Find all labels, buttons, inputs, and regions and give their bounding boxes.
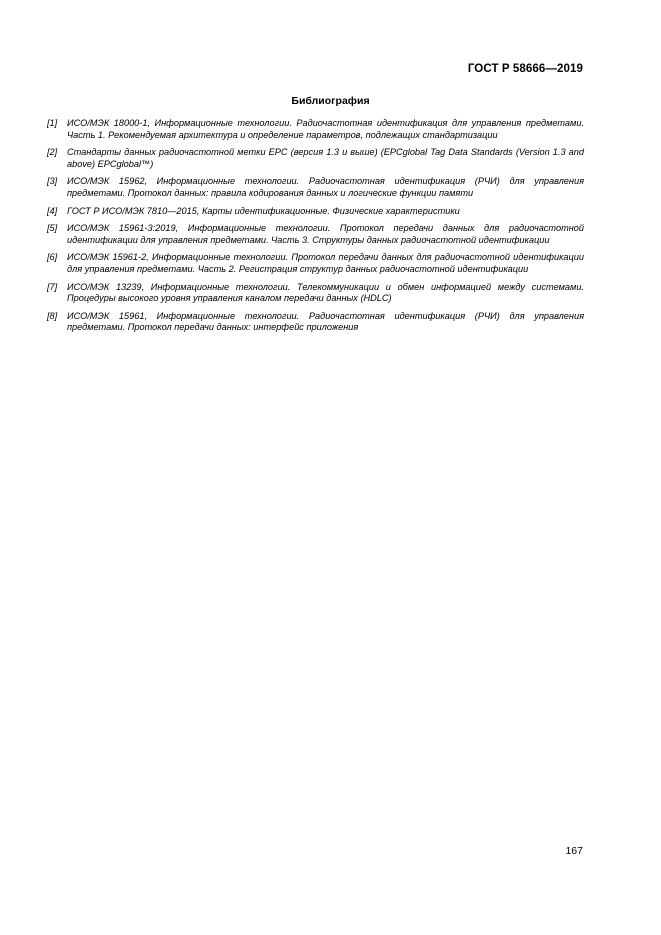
reference-text: ИСО/МЭК 15961-3:2019, Информационные технологии. Протокол передачи данных для радиочастотной идентификации для управления предметами. Часть 3. Структуры данных радиочастотной идентификации: [67, 223, 584, 245]
reference-text: ИСО/МЭК 15962, Информационные технологии. Радиочастотная идентификация (РЧИ) для управления предметами. Протокол данных: правила кодирования данных и логические функции памяти: [67, 176, 584, 198]
reference-number: [4]: [47, 205, 58, 216]
bibliography-item: [47, 223, 584, 246]
bibliography-item: [47, 118, 584, 141]
bibliography-item: [47, 206, 584, 218]
bibliography-item: [47, 176, 584, 199]
reference-number: [7]: [47, 281, 58, 292]
reference-number: [1]: [47, 118, 58, 128]
reference-number: [5]: [47, 223, 58, 234]
reference-number: [6]: [47, 252, 58, 263]
bibliography-item: [47, 311, 584, 334]
bibliography-item: [47, 147, 584, 170]
reference-text: ГОСТ Р ИСО/МЭК 7810—2015, Карты идентификационные. Физические характеристики: [67, 205, 460, 216]
page-number: 167: [565, 845, 583, 857]
bibliography-title: Библиография: [291, 95, 370, 107]
reference-number: [3]: [47, 176, 58, 187]
reference-text: ИСО/МЭК 15961, Информационные технологии. Радиочастотная идентификация (РЧИ) для управления предметами. Протокол передачи данных: интерфейс приложения: [67, 310, 584, 333]
reference-number: [8]: [47, 310, 58, 321]
reference-text: ИСО/МЭК 18000-1, Информационные технологии. Радиочастотная идентификация для управления предметами. Часть 1. Рекомендуемая архитектура и определение параметров, подлежащих стандартизации: [67, 118, 584, 140]
bibliography-item: [47, 282, 584, 305]
reference-text: Стандарты данных радиочастотной метки EPC (версия 1.3 и выше) (EPCglobal Tag Data Standards (Version 1.3 and above) EPCglobal™): [67, 147, 584, 169]
reference-number: [2]: [47, 147, 58, 158]
standard-id-header: ГОСТ Р 58666—2019: [467, 63, 583, 75]
bibliography-list: [47, 118, 584, 340]
bibliography-item: [47, 252, 584, 275]
reference-text: ИСО/МЭК 15961-2, Информационные технологии. Протокол передачи данных для радиочастотной идентификации для управления предметами. Часть 2. Регистрация структур данных радиочастотной идентификации: [67, 252, 584, 274]
reference-text: ИСО/МЭК 13239, Информационные технологии. Телекоммуникации и обмен информацией между системами. Процедуры высокого уровня управления каналом передачи данных (HDLC): [67, 281, 584, 304]
